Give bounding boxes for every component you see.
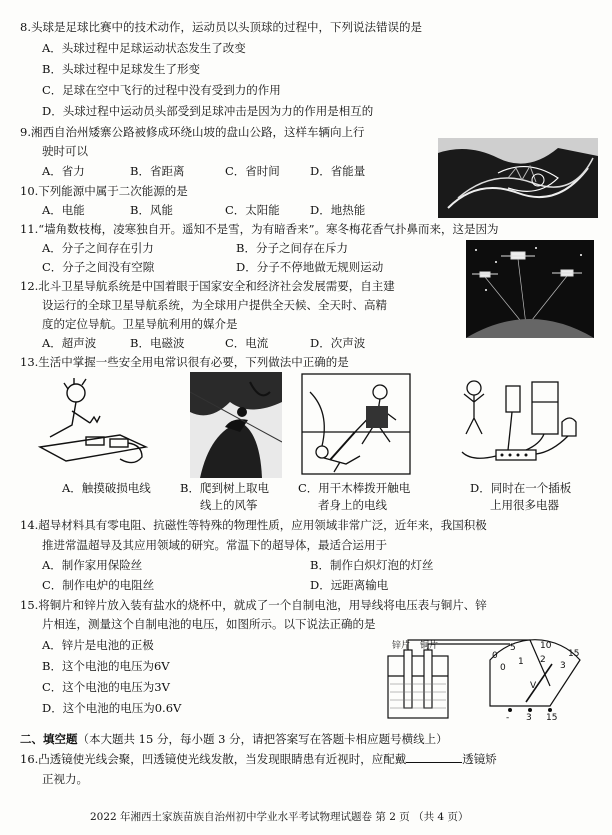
q12-option-a: A．超声波 xyxy=(42,336,97,350)
wooden-stick-rescue-illustration xyxy=(300,372,412,476)
q9-option-b: B．省距离 xyxy=(130,164,185,178)
section2-heading xyxy=(20,731,448,747)
q8-stem: 8.头球是足球比赛中的技术动作，运动员以头顶球的过程中，下列说法错误的是 xyxy=(20,20,422,34)
q16-stem-line2: 正视力。 xyxy=(42,772,88,786)
q14-option-d: D．远距离输电 xyxy=(310,578,389,592)
q9-stem-line2: 驶时可以 xyxy=(42,144,88,158)
q15-option-b: B．这个电池的电压为6V xyxy=(42,659,170,673)
q9-option-d: D．省能量 xyxy=(310,164,366,178)
touch-damaged-wire-illustration xyxy=(30,375,158,475)
q16-stem-part2: 透镜矫 xyxy=(462,752,497,766)
q13-option-a: A．触摸破损电线 xyxy=(62,481,151,495)
mountain-road-photo xyxy=(438,138,598,218)
scale-bottom-0: 0 xyxy=(500,663,506,673)
scale-top-10: 10 xyxy=(540,641,552,651)
q9-option-a: A．省力 xyxy=(42,164,85,178)
q14-option-b: B．制作白炽灯泡的灯丝 xyxy=(310,558,434,572)
q12-stem-line3: 度的定位导航。卫星导航利用的媒介是 xyxy=(42,317,238,331)
page-footer: 2022 年湘西土家族苗族自治州初中学业水平考试物理试题卷 第 2 页 （共 4 页） xyxy=(90,811,469,823)
q10-stem: 10.下列能源中属于二次能源的是 xyxy=(20,184,188,198)
q15-option-a: A．锌片是电池的正极 xyxy=(42,638,154,652)
q11-option-d: D．分子不停地做无规则运动 xyxy=(236,260,384,274)
terminal-3: 3 xyxy=(526,713,532,723)
q10-option-b: B．风能 xyxy=(130,203,173,217)
terminal-15: 15 xyxy=(546,713,558,723)
q14-stem-line2: 推进常温超导及其应用领域的研究。常温下的超导体，最适合运用于 xyxy=(42,538,387,552)
scale-top-0: 0 xyxy=(492,651,498,661)
voltmeter-unit: V xyxy=(530,681,537,691)
voltaic-cell-voltmeter-diagram xyxy=(380,636,590,726)
scale-bottom-2: 2 xyxy=(540,655,546,665)
q15-stem-line2: 片相连，测量这个自制电池的电压，如图所示。以下说法正确的是 xyxy=(42,617,376,631)
q8-option-b: B．头球过程中足球发生了形变 xyxy=(42,62,200,76)
q12-option-c: C．电流 xyxy=(225,336,269,350)
q8-option-d: D．头球过程中运动员头部受到足球冲击是因为力的作用是相互的 xyxy=(42,104,374,118)
q13-option-c-line1: C．用干木棒拨开触电 xyxy=(298,481,411,495)
q12-stem-line1: 12.北斗卫星导航系统是中国着眼于国家安全和经济社会发展需要，自主建 xyxy=(20,279,395,293)
q10-option-d: D．地热能 xyxy=(310,203,366,217)
q10-option-a: A．电能 xyxy=(42,203,85,217)
q9-option-c: C．省时间 xyxy=(225,164,280,178)
q10-option-c: C．太阳能 xyxy=(225,203,280,217)
zinc-label: 锌片 xyxy=(392,641,411,651)
beidou-satellite-image xyxy=(466,240,594,338)
q14-stem-line1: 14.超导材料具有零电阻、抗磁性等特殊的物理性质，应用领域非常广泛，近年来，我国积极 xyxy=(20,518,487,532)
q12-option-b: B．电磁波 xyxy=(130,336,185,350)
q11-option-a: A．分子之间存在引力 xyxy=(42,241,154,255)
q13-option-d-line2: 上用很多电器 xyxy=(490,498,559,512)
scale-top-15: 15 xyxy=(568,649,580,659)
section2-note: （本大题共 15 分，每小题 3 分，请把答案写在答题卡相应题号横线上） xyxy=(77,732,448,746)
q8-option-a: A．头球过程中足球运动状态发生了改变 xyxy=(42,41,246,55)
q15-option-c: C．这个电池的电压为3V xyxy=(42,680,170,694)
section2-title: 二、填空题 xyxy=(20,732,78,746)
q15-option-d: D．这个电池的电压为0.6V xyxy=(42,701,182,715)
q8-option-c: C．足球在空中飞行的过程中没有受到力的作用 xyxy=(42,83,281,97)
q11-stem: 11.“墙角数枝梅，凌寒独自开。遥知不是雪，为有暗香来”。寒冬梅花香气扑鼻而来，这是因为 xyxy=(20,222,499,236)
q12-stem-line2: 设运行的全球卫星导航系统，为全球用户提供全天候、全天时、高精 xyxy=(42,298,387,312)
q15-stem-line1: 15.将铜片和锌片放入装有盐水的烧杯中，就成了一个自制电池，用导线将电压表与铜片、锌 xyxy=(20,598,487,612)
q16-stem-part1: 16.凸透镜使光线会聚，凹透镜使光线发散，当发现眼睛患有近视时，应配戴 xyxy=(20,752,407,766)
q13-option-d-line1: D．同时在一个插板 xyxy=(470,481,572,495)
q16-answer-blank[interactable] xyxy=(406,751,462,763)
scale-bottom-1: 1 xyxy=(518,657,524,667)
q12-option-d: D．次声波 xyxy=(310,336,366,350)
copper-label: 铜片 xyxy=(420,641,439,651)
q13-option-c-line2: 者身上的电线 xyxy=(318,498,387,512)
q14-option-c: C．制作电炉的电阻丝 xyxy=(42,578,155,592)
overloaded-power-strip-illustration xyxy=(452,372,582,476)
q16-stem xyxy=(20,751,497,767)
scale-bottom-3: 3 xyxy=(560,661,566,671)
q11-option-c: C．分子之间没有空隙 xyxy=(42,260,155,274)
q13-option-b-line2: 线上的风筝 xyxy=(200,498,258,512)
terminal-negative: - xyxy=(506,713,510,723)
q9-stem-line1: 9.湘西自治州矮寨公路被修成环绕山坡的盘山公路，这样车辆向上行 xyxy=(20,125,365,139)
q14-option-a: A．制作家用保险丝 xyxy=(42,558,143,572)
kite-on-wire-tree-photo xyxy=(190,372,282,478)
scale-top-5: 5 xyxy=(510,643,516,653)
q13-stem: 13.生活中掌握一些安全用电常识很有必要，下列做法中正确的是 xyxy=(20,355,349,369)
q11-option-b: B．分子之间存在斥力 xyxy=(236,241,348,255)
q13-option-b-line1: B．爬到树上取电 xyxy=(180,481,269,495)
